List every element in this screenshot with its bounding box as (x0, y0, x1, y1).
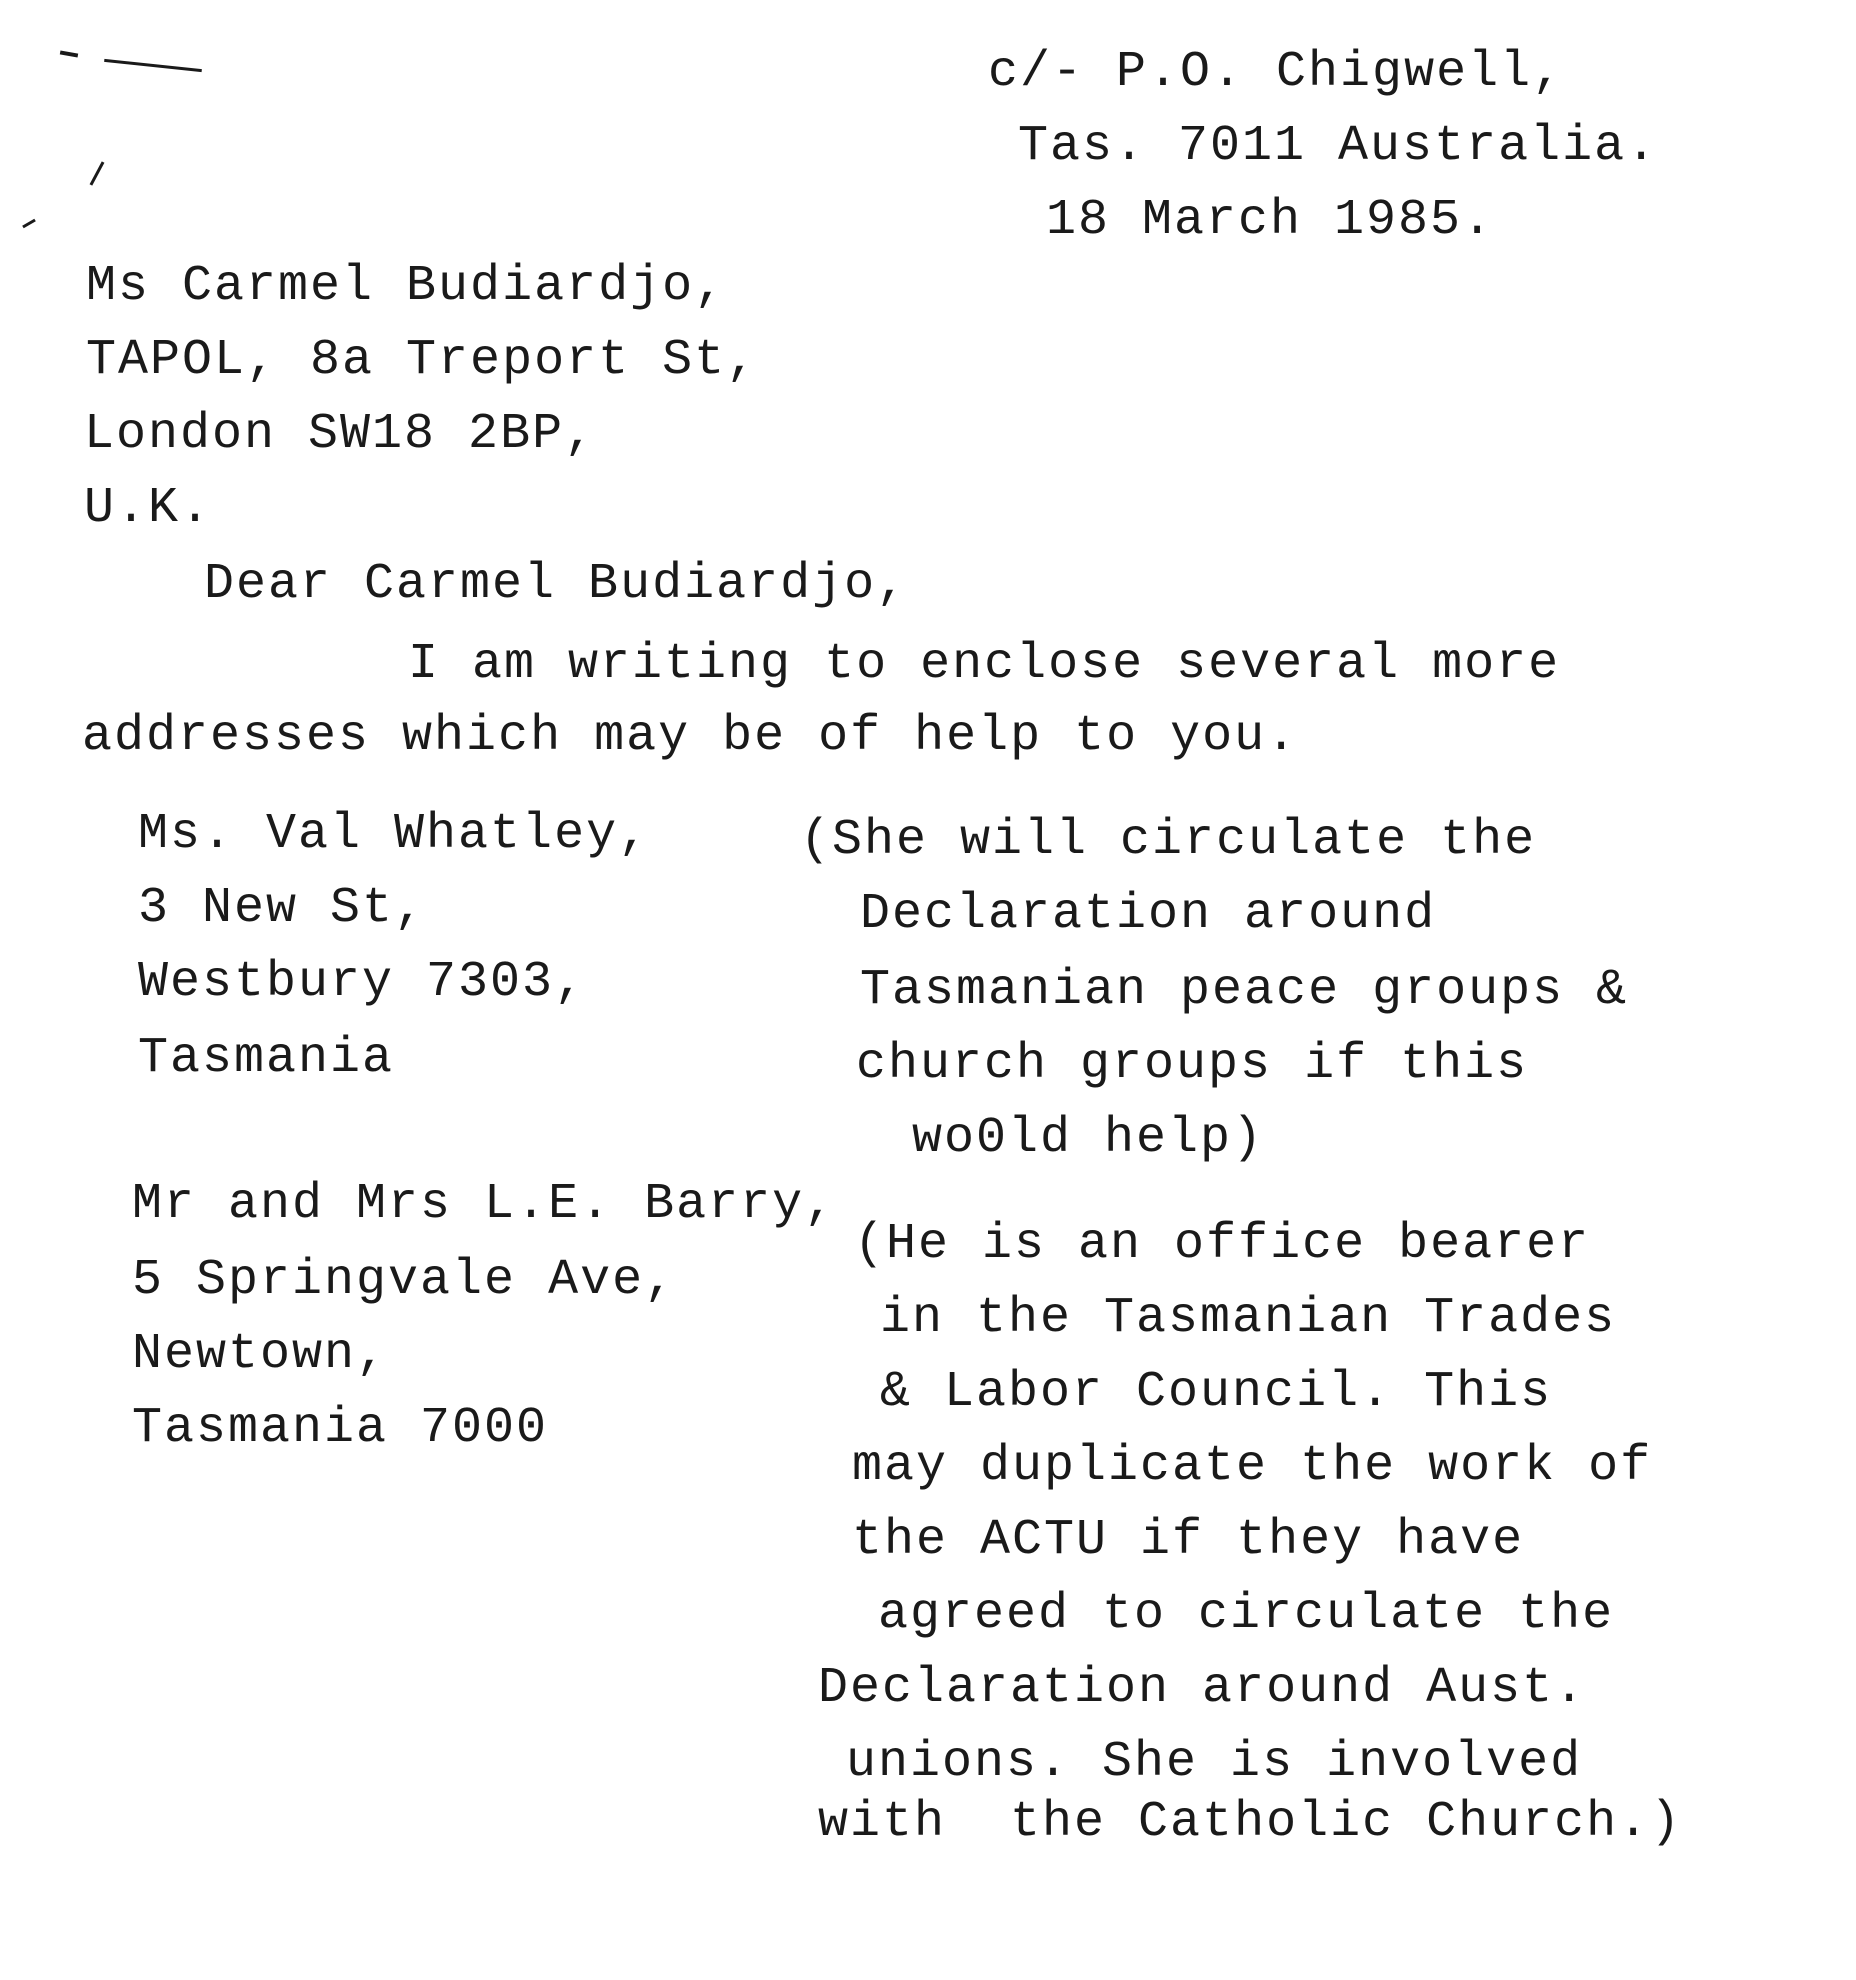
recipient-address-line: U.K. (84, 480, 213, 537)
contact-address-line: Newtown, (132, 1326, 389, 1383)
recipient-address-line: TAPOL, 8a Treport St, (86, 332, 759, 389)
contact-note-line: with the Catholic Church.) (818, 1794, 1683, 1851)
contact-note-line: may duplicate the work of (852, 1438, 1653, 1495)
contact-note-line: church groups if this (856, 1036, 1529, 1093)
recipient-address-line: Ms Carmel Budiardjo, (86, 258, 727, 315)
ink-mark (60, 50, 78, 57)
sender-address-line: c/- P.O. Chigwell, (988, 44, 1565, 101)
contact-note-line: & Labor Council. This (880, 1364, 1553, 1421)
salutation: Dear Carmel Budiardjo, (204, 556, 909, 613)
contact-note-line: the ACTU if they have (852, 1512, 1525, 1569)
body-line: addresses which may be of help to you. (82, 708, 1299, 765)
body-line: I am writing to enclose several more (408, 636, 1561, 693)
contact-note-line: (He is an office bearer (854, 1216, 1591, 1273)
contact-note-line: agreed to circulate the (878, 1586, 1615, 1643)
ink-mark (90, 161, 105, 185)
contact-note-line: unions. She is involved (846, 1734, 1583, 1791)
contact-address-line: 3 New St, (138, 880, 427, 937)
contact-note-line: in the Tasmanian Trades (880, 1290, 1617, 1347)
contact-note-line: Tasmanian peace groups & (860, 962, 1629, 1019)
contact-note-line: Declaration around Aust. (818, 1660, 1587, 1717)
contact-note-line: wo0ld help) (912, 1110, 1265, 1167)
contact-note-line: Declaration around (860, 886, 1437, 943)
contact-address-line: 5 Springvale Ave, (132, 1252, 677, 1309)
ink-mark (104, 59, 202, 72)
letter-date: 18 March 1985. (1046, 192, 1495, 249)
ink-mark (22, 219, 36, 229)
contact-address-line: Ms. Val Whatley, (138, 806, 651, 863)
sender-address-line: Tas. 7011 Australia. (1018, 118, 1659, 175)
contact-address-line: Tasmania (138, 1030, 395, 1087)
contact-address-line: Tasmania 7000 (132, 1400, 549, 1457)
recipient-address-line: London SW18 2BP, (84, 406, 597, 463)
contact-address-line: Westbury 7303, (138, 954, 587, 1011)
contact-address-line: Mr and Mrs L.E. Barry, (132, 1176, 837, 1233)
contact-note-line: (She will circulate the (800, 812, 1537, 869)
